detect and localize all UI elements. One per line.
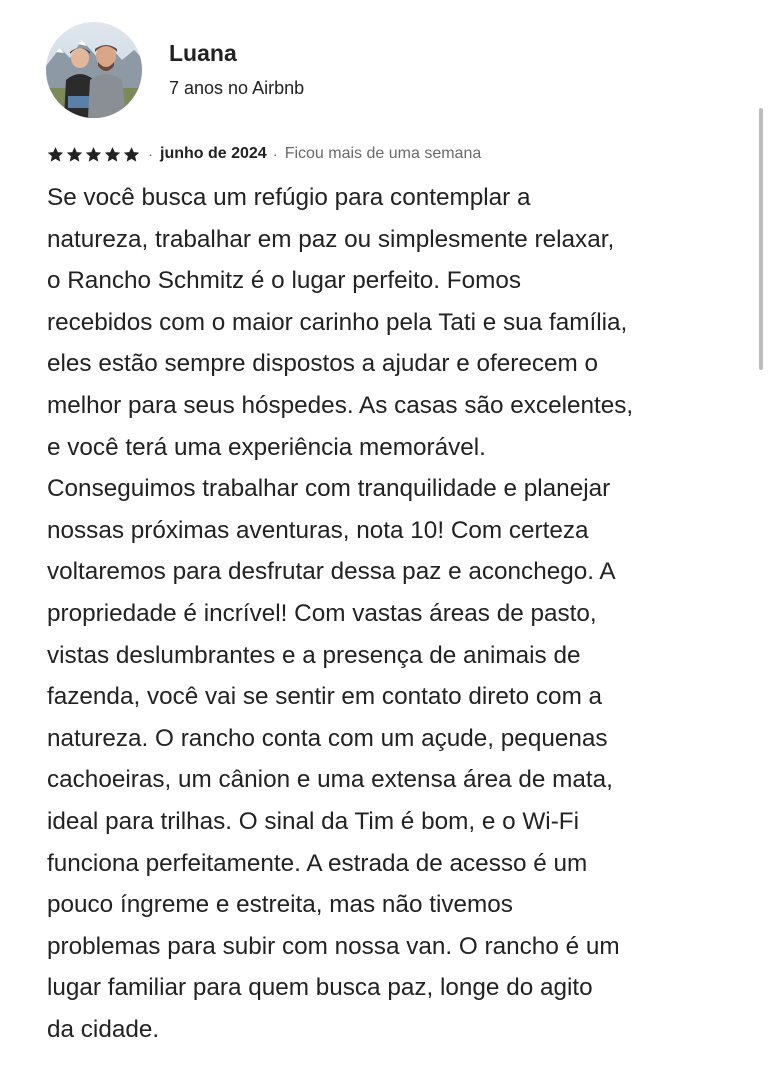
review-text-line: Se você busca um refúgio para contemplar a bbox=[47, 184, 531, 211]
avatar[interactable] bbox=[46, 22, 142, 118]
review-text-line: pouco íngreme e estreita, mas não tivemos bbox=[47, 891, 513, 919]
star-icon bbox=[104, 146, 121, 163]
reviewer-header[interactable] bbox=[46, 22, 304, 118]
stay-duration: Ficou mais de uma semana bbox=[284, 145, 482, 162]
review-text-line: da cidade. bbox=[47, 1015, 160, 1043]
star-rating bbox=[47, 146, 142, 163]
review-date: junho de 2024 bbox=[160, 145, 267, 162]
review-text-line: Conseguimos trabalhar com tranquilidade e planejar bbox=[47, 475, 611, 503]
review-text-line: recebidos com o maior carinho pela Tati e sua família, bbox=[47, 308, 628, 336]
review-text bbox=[47, 177, 737, 1050]
review-meta bbox=[47, 140, 481, 168]
reviewer-name[interactable]: Luana bbox=[169, 40, 237, 66]
star-icon bbox=[66, 146, 83, 163]
star-icon bbox=[123, 146, 140, 163]
review-text-line: problemas para subir com nossa van. O rancho é um bbox=[47, 932, 620, 960]
review-text-line: funciona perfeitamente. A estrada de acesso é um bbox=[47, 849, 588, 877]
review-text-line: fazenda, você vai se sentir em contato direto com a bbox=[47, 683, 603, 711]
review-text-line: natureza. O rancho conta com um açude, pequenas bbox=[47, 724, 608, 752]
star-icon bbox=[85, 146, 102, 163]
reviewer-tenure: 7 anos no Airbnb bbox=[169, 78, 305, 98]
review-text-line: propriedade é incrível! Com vastas áreas de pasto, bbox=[47, 599, 597, 627]
review-text-line: melhor para seus hóspedes. As casas são excelentes, bbox=[47, 391, 634, 419]
review-text-line: nossas próximas aventuras, nota 10! Com certeza bbox=[47, 516, 589, 544]
couple-photo-avatar bbox=[46, 22, 142, 118]
review-text-line: cachoeiras, um cânion e uma extensa área de mata, bbox=[47, 766, 613, 794]
review-text-line: vistas deslumbrantes e a presença de animais de bbox=[47, 641, 581, 669]
review-text-line: ideal para trilhas. O sinal da Tim é bom, e o Wi-Fi bbox=[47, 807, 580, 835]
separator-dot: · bbox=[272, 145, 278, 163]
review-text-line: o Rancho Schmitz é o lugar perfeito. Fomos bbox=[47, 267, 522, 295]
review-text-line: lugar familiar para quem busca paz, longe do agito bbox=[47, 974, 593, 1002]
review-text-line: eles estão sempre dispostos a ajudar e oferecem o bbox=[47, 350, 599, 378]
review-text-line: voltaremos para desfrutar dessa paz e aconchego. A bbox=[47, 558, 616, 586]
reviewer-info bbox=[169, 39, 304, 99]
review-text-line: natureza, trabalhar em paz ou simplesmente relaxar, bbox=[47, 225, 615, 253]
review-text-line: e você terá uma experiência memorável. bbox=[47, 433, 486, 461]
star-icon bbox=[47, 146, 64, 163]
scrollbar[interactable] bbox=[759, 108, 763, 370]
separator-dot: · bbox=[148, 145, 153, 163]
